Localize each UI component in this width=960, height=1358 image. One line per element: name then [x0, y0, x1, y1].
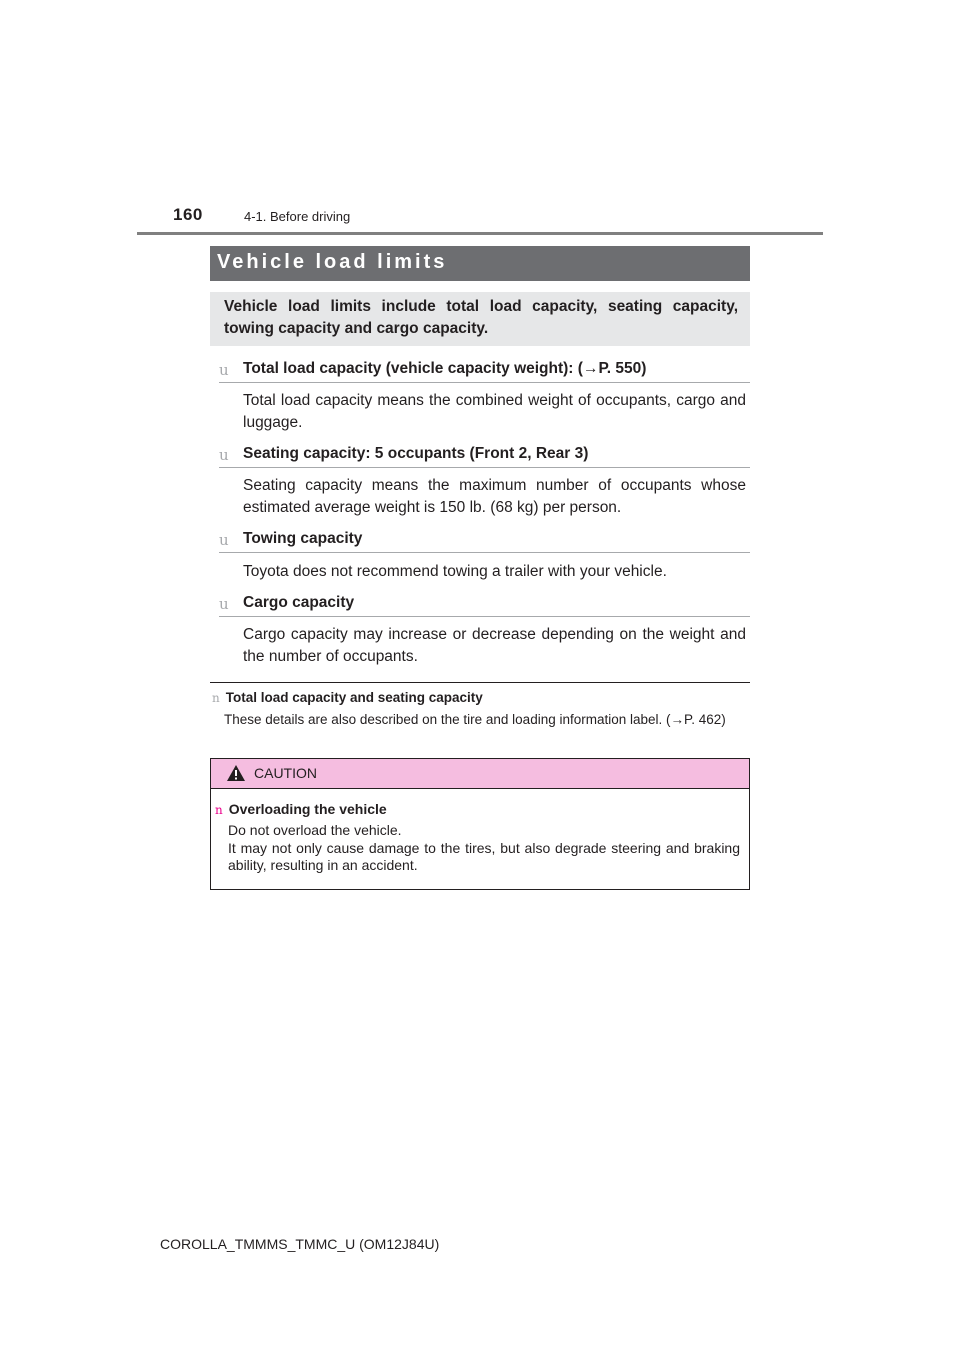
caution-label: CAUTION — [254, 765, 317, 781]
bullet-icon: u — [219, 531, 229, 549]
item-description-cargo: Cargo capacity may increase or decrease depending on the weight and the number of occupants. — [243, 626, 746, 665]
item-heading-total-load — [219, 360, 750, 383]
item-description-total-load: Total load capacity means the combined weight of occupants, cargo and luggage. — [243, 392, 746, 431]
item-heading-seating — [219, 445, 750, 468]
caution-header — [211, 759, 749, 789]
caution-line-2: It may not only cause damage to the tires, but also degrade steering and braking ability, resulting in an accident. — [228, 839, 740, 873]
note-divider — [210, 682, 750, 683]
caution-title-text: Overloading the vehicle — [228, 801, 387, 817]
item-heading-text: Seating capacity: 5 occupants (Front 2, Rear 3) — [243, 445, 589, 462]
intro-text: Vehicle load limits include total load capacity, seating capacity, towing capacity and cargo capacity. — [224, 298, 738, 337]
note-heading — [212, 690, 483, 705]
caution-text — [228, 822, 740, 875]
caution-bullet-icon: n — [215, 803, 223, 817]
bullet-icon: u — [219, 595, 229, 613]
page-footer: COROLLA_TMMMS_TMMC_U (OM12J84U) — [160, 1236, 440, 1252]
page-title: Vehicle load limits — [217, 251, 448, 273]
caution-line-1: Do not overload the vehicle. — [228, 822, 402, 838]
item-heading-cargo — [219, 594, 750, 617]
page-number: 160 — [173, 205, 203, 224]
note-heading-text: Total load capacity and seating capacity — [225, 690, 483, 705]
item-heading-text: Total load capacity (vehicle capacity weight): (→P. 550) — [243, 360, 647, 377]
intro-box — [210, 292, 750, 346]
item-heading-text: Towing capacity — [243, 530, 363, 547]
note-bullet-icon: n — [212, 691, 220, 705]
caution-title — [215, 801, 387, 817]
item-heading-text: Cargo capacity — [243, 594, 355, 611]
header-divider — [137, 232, 823, 235]
caution-box — [210, 758, 750, 890]
item-description-seating: Seating capacity means the maximum number of occupants whose estimated average weight is 150 lb. (68 kg) per person. — [243, 477, 746, 516]
note-text: These details are also described on the tire and loading information label. (→P. 462) — [224, 712, 726, 727]
section-breadcrumb: 4-1. Before driving — [244, 209, 351, 224]
section-title-bar — [210, 246, 750, 281]
item-heading-towing — [219, 530, 750, 553]
warning-triangle-icon — [226, 764, 246, 782]
bullet-icon: u — [219, 446, 229, 464]
item-description-towing: Toyota does not recommend towing a trailer with your vehicle. — [243, 563, 667, 580]
bullet-icon: u — [219, 361, 229, 379]
